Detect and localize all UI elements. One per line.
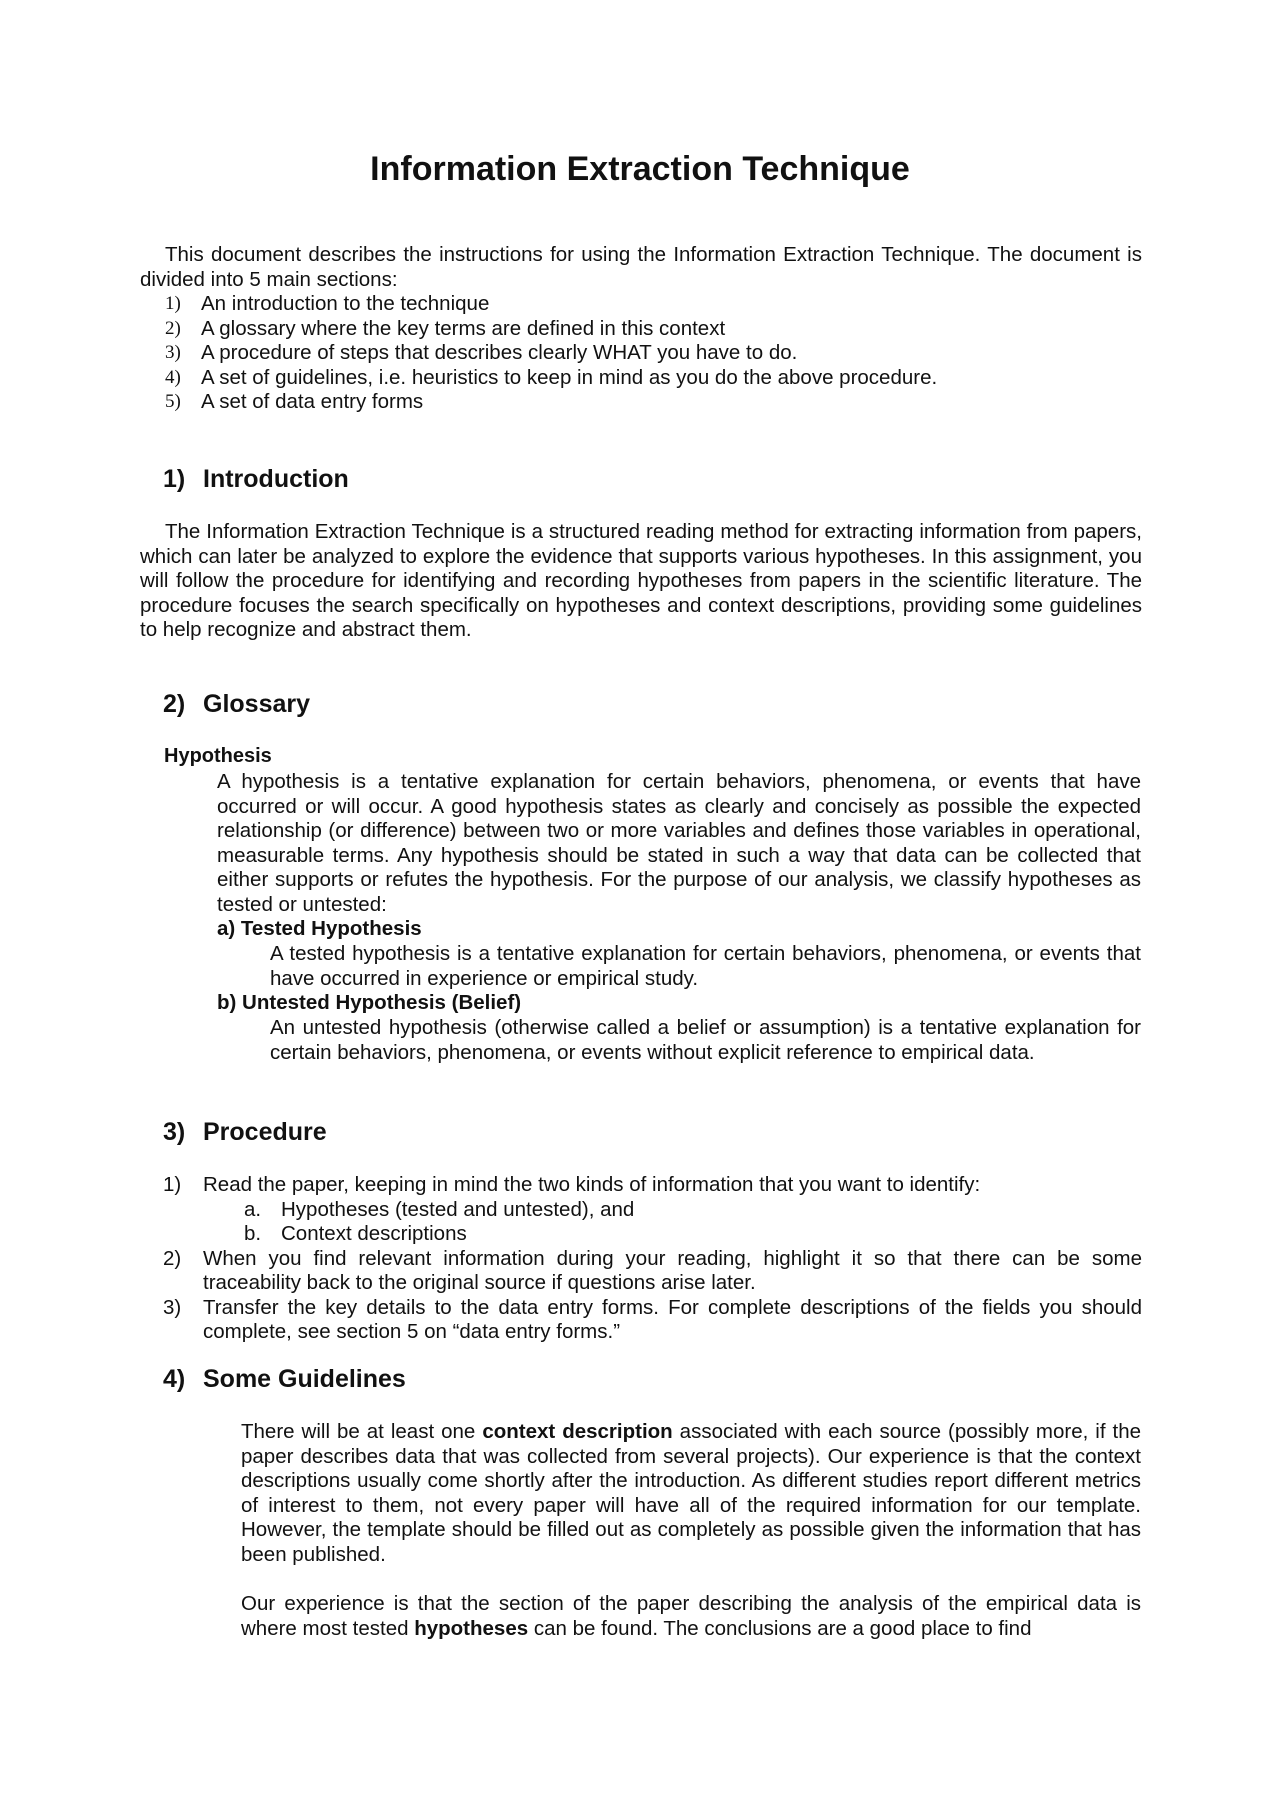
section-number: 4)	[163, 1365, 186, 1393]
glossary-subterm-definition: A tested hypothesis is a tentative explanation for certain behaviors, phenomena, or events that have occurred in experience or empirical study.	[270, 942, 1141, 990]
section-heading-guidelines	[163, 1365, 406, 1394]
list-item-text: An introduction to the technique	[201, 292, 490, 315]
text-run: Our experience is that the section of the paper describing the analysis of the empirical data is where most tested	[241, 1592, 1141, 1640]
list-item-text: A procedure of steps that describes clearly WHAT you have to do.	[201, 341, 798, 364]
glossary-subterm-tested: a) Tested Hypothesis	[217, 917, 422, 940]
list-number: 3)	[165, 342, 181, 363]
glossary-subterm-definition: An untested hypothesis (otherwise called a belief or assumption) is a tentative explanation for certain behaviors, phenomena, or events without explicit reference to empirical data.	[270, 1016, 1141, 1064]
list-item-text: A set of data entry forms	[201, 390, 424, 413]
sub-step	[203, 1222, 1142, 1247]
procedure-step	[163, 1247, 1142, 1296]
section-heading-glossary	[163, 690, 310, 719]
procedure-steps	[163, 1173, 1142, 1345]
list-number: 1)	[165, 293, 181, 314]
list-item	[140, 317, 1140, 342]
step-text: Read the paper, keeping in mind the two kinds of information that you want to identify:	[203, 1173, 981, 1196]
text-run: associated with each source (possibly more, if the paper describes data that was collected from several projects). Our experience is that the context descriptions usually come shortly after the introduction. As different studies report different metrics of interest to them, not every paper will have all of the required information for our template. However, the template should be filled out as completely as possible given the information that has been published.	[241, 1420, 1142, 1566]
sub-step-label: b.	[244, 1222, 262, 1245]
glossary-definition: A hypothesis is a tentative explanation for certain behaviors, phenomena, or events that have occurred or will occur. A good hypothesis states as clearly and concisely as possible the expected relationship (or difference) between two or more variables and defines those variables in operational, measurable terms. Any hypothesis should be stated in such a way that data can be collected that either supports or refutes the hypothesis. For the purpose of our analysis, we classify hypotheses as tested or untested:	[217, 770, 1141, 916]
section-number: 3)	[163, 1118, 186, 1146]
guideline-paragraph	[241, 1420, 1141, 1567]
step-number: 3)	[163, 1295, 182, 1319]
sub-step-label: a.	[244, 1197, 262, 1221]
list-item-text: A glossary where the key terms are defined in this context	[201, 316, 726, 340]
glossary-subterm-untested: b) Untested Hypothesis (Belief)	[217, 991, 522, 1014]
page-title: Information Extraction Technique	[370, 150, 910, 188]
introduction-paragraph: The Information Extraction Technique is a structured reading method for extracting information from papers, which can later be analyzed to explore the evidence that supports various hypotheses. In this assignment, you will follow the procedure for identifying and recording hypotheses from papers in the scientific literature. The procedure focuses the search specifically on hypotheses and context descriptions, providing some guidelines to help recognize and abstract them.	[140, 520, 1142, 641]
step-number: 2)	[163, 1246, 182, 1270]
step-number: 1)	[163, 1173, 182, 1196]
intro-paragraph: This document describes the instructions for using the Information Extraction Technique. The document is divided into 5 main sections:	[140, 243, 1142, 291]
list-number: 2)	[165, 317, 181, 339]
guideline-paragraph	[241, 1592, 1141, 1641]
list-number: 4)	[165, 366, 181, 388]
glossary-term: Hypothesis	[164, 745, 272, 767]
emphasis-context-description: context description	[482, 1420, 673, 1443]
section-title: Procedure	[203, 1118, 327, 1146]
list-number: 5)	[165, 391, 181, 412]
step-text: When you find relevant information during your reading, highlight it so that there can be some traceability back to the original source if questions arise later.	[203, 1246, 1142, 1294]
section-number: 2)	[163, 690, 186, 718]
list-item	[140, 341, 1140, 366]
list-item	[140, 390, 1140, 415]
section-title: Glossary	[203, 690, 311, 718]
text-run: can be found. The conclusions are a good place to find	[528, 1616, 1032, 1640]
procedure-step	[163, 1296, 1142, 1345]
list-item-text: A set of guidelines, i.e. heuristics to keep in mind as you do the above procedure.	[201, 365, 938, 389]
list-item	[140, 292, 1140, 317]
section-title: Some Guidelines	[203, 1365, 406, 1393]
list-item	[140, 366, 1140, 391]
procedure-step	[163, 1173, 1142, 1247]
sub-step-text: Hypotheses (tested and untested), and	[281, 1197, 635, 1221]
step-text: Transfer the key details to the data entry forms. For complete descriptions of the fields you should complete, see section 5 on “data entry forms.”	[203, 1295, 1142, 1343]
section-heading-introduction	[163, 465, 349, 494]
sub-steps	[203, 1198, 1142, 1247]
text-run: There will be at least one	[241, 1420, 483, 1443]
section-number: 1)	[163, 465, 186, 493]
section-heading-procedure	[163, 1118, 327, 1147]
section-title: Introduction	[203, 465, 349, 493]
sub-step-text: Context descriptions	[281, 1222, 467, 1245]
emphasis-hypotheses: hypotheses	[414, 1616, 529, 1640]
section-list	[140, 292, 1140, 415]
sub-step	[203, 1198, 1142, 1223]
